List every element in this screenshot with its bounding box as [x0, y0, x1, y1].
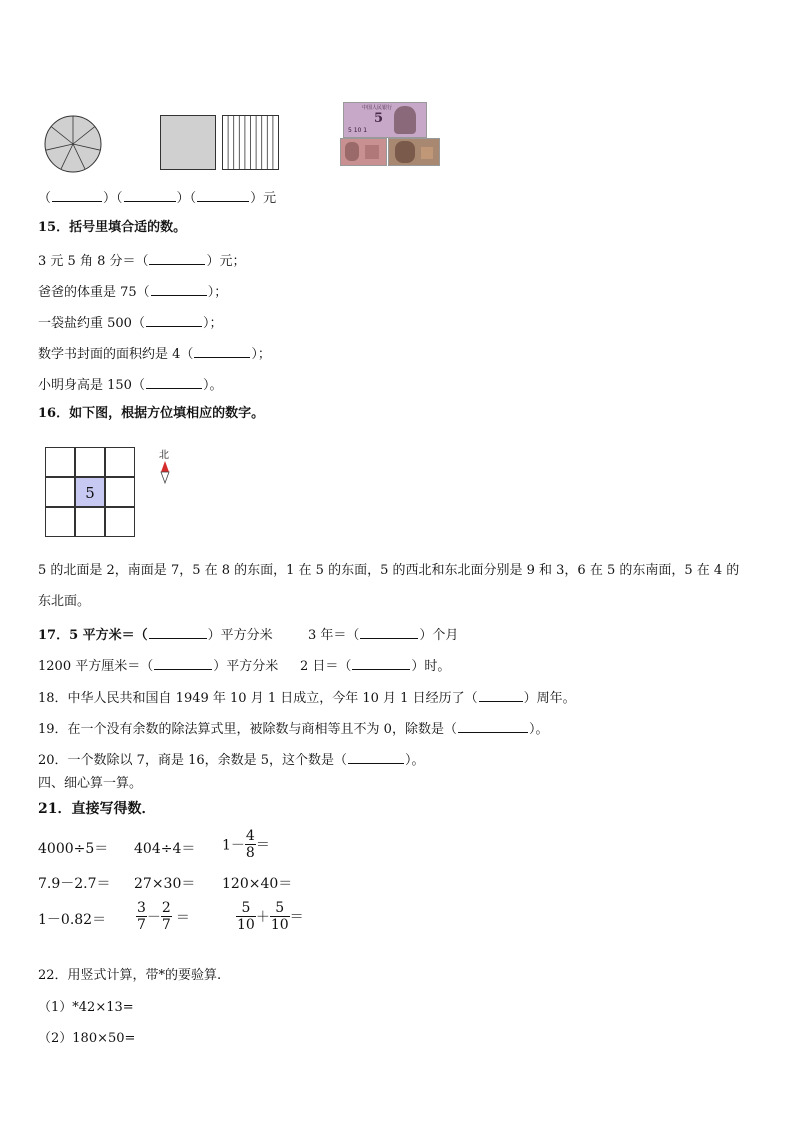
q20: 20．一个数除以 7，商是 16，余数是 5，这个数是（ ）。 [38, 750, 425, 769]
fraction: $\frac{5}{10}$ [270, 900, 289, 933]
note-serial: 5 10 1 [348, 127, 368, 134]
answer-blank[interactable] [348, 750, 404, 764]
q16-title: 16．如下图，根据方位填相应的数字。 [38, 406, 265, 421]
q15-item-4: 数学书封面的面积约是 4（ ）； [38, 344, 271, 363]
answer-blank[interactable] [149, 251, 205, 265]
section-four-heading: 四、细心算一算。 [38, 776, 143, 791]
grid-cell-center: 5 [75, 477, 105, 507]
row14-answer-line [38, 188, 276, 207]
q22-title: 22．用竖式计算，带*的要验算. [38, 968, 222, 983]
answer-blank-stripes[interactable] [197, 188, 249, 202]
q16-description-cont: 东北面。 [38, 594, 91, 609]
grid-cell[interactable] [45, 477, 75, 507]
grid-cell[interactable] [45, 447, 75, 477]
calc-item: 404÷4＝ [134, 841, 196, 857]
paren-open: （ [38, 191, 52, 206]
portrait [394, 106, 416, 134]
paren-close: ） [250, 191, 264, 206]
north-label: 北 [159, 450, 169, 461]
q22-item-2: （2）180×50= [38, 1031, 136, 1046]
note-header: 中国人民银行 [362, 105, 393, 111]
calc-item: 7.9－2.7＝ [38, 876, 111, 892]
calc-item: 4000÷5＝ [38, 841, 109, 857]
grid-cell[interactable] [105, 507, 135, 537]
grid-cell[interactable] [45, 507, 75, 537]
answer-blank[interactable] [146, 375, 202, 389]
fraction: $\frac{3}{7}$ [137, 900, 146, 933]
striped-square-figure [222, 115, 279, 170]
q17-line-2: 1200 平方厘米＝（ ）平方分米 [38, 656, 278, 675]
jiao-note-left [340, 138, 387, 166]
answer-blank[interactable] [194, 344, 250, 358]
q21-title: 21．直接写得数． [38, 801, 156, 817]
answer-blank-circle[interactable] [52, 188, 102, 202]
direction-grid [45, 447, 136, 538]
fraction: $\frac{2}{7}$ [161, 900, 171, 933]
grid-cell[interactable] [105, 477, 135, 507]
q19: 19．在一个没有余数的除法算式里，被除数与商相等且不为 0，除数是（ ）。 [38, 719, 548, 738]
note-value: 5 [374, 111, 384, 126]
answer-blank[interactable] [146, 313, 202, 327]
calc-item-fraction: 1－ $\frac{4}{8}$ ＝ [222, 828, 270, 861]
q16-description: 5 的北面是 2，南面是 7，5 在 8 的东面，1 在 5 的东面，5 的西北和东北面分别是 9 和 3，6 在 5 的东南面，5 在 4 的 [38, 563, 740, 578]
square-figure [160, 115, 216, 170]
grid-cell[interactable] [75, 507, 105, 537]
circle-figure [43, 114, 103, 174]
q17-line-1: 17．5 平方米＝（ ）平方分米 [38, 625, 273, 644]
money-image [340, 100, 440, 168]
calc-item: 1－0.82＝ [38, 912, 107, 928]
q15-item-3: 一袋盐约重 500（ ）； [38, 313, 222, 332]
grid-cell[interactable] [75, 447, 105, 477]
answer-blank[interactable] [149, 625, 207, 639]
calc-item: 27×30＝ [134, 876, 196, 892]
answer-blank[interactable] [151, 282, 207, 296]
calc-item: 120×40＝ [222, 876, 293, 892]
fraction: $\frac{4}{8}$ [245, 828, 255, 861]
answer-blank[interactable] [360, 625, 418, 639]
answer-blank[interactable] [458, 719, 528, 733]
q15-title: 15．括号里填合适的数。 [38, 220, 187, 235]
jiao-note-right [388, 138, 440, 166]
calc-item-fraction: $\frac{3}{7}$ － $\frac{2}{7}$ ＝ [137, 900, 190, 933]
paren-close: ） [103, 191, 117, 206]
compass-arrow-icon [159, 460, 171, 484]
answer-blank[interactable] [352, 656, 410, 670]
five-yuan-note [343, 102, 427, 138]
calc-item-fraction: $\frac{5}{10}$ ＋ $\frac{5}{10}$ ＝ [237, 900, 304, 933]
fraction: $\frac{5}{10}$ [237, 900, 255, 933]
answer-blank-square[interactable] [124, 188, 176, 202]
q22-item-1: （1）*42×13= [38, 1000, 134, 1015]
q18: 18．中华人民共和国自 1949 年 10 月 1 日成立，今年 10 月 1 日经历了（ ）周年。 [38, 688, 576, 707]
q15-item-2: 爸爸的体重是 75（ ）； [38, 282, 227, 301]
paren-close: ） [176, 191, 190, 206]
paren-open: （ [116, 191, 123, 206]
q17-line-1b: 3 年＝（ ）个月 [308, 625, 458, 644]
q17-line-2b: 2 日＝（ ）时。 [300, 656, 450, 675]
unit-yuan: 元 [263, 191, 277, 206]
grid-cell[interactable] [105, 447, 135, 477]
q15-item-5: 小明身高是 150（ ）。 [38, 375, 222, 394]
answer-blank[interactable] [479, 688, 523, 702]
q15-item-1: 3 元 5 角 8 分＝（ ）元； [38, 251, 246, 270]
paren-open: （ [189, 191, 197, 206]
answer-blank[interactable] [154, 656, 212, 670]
